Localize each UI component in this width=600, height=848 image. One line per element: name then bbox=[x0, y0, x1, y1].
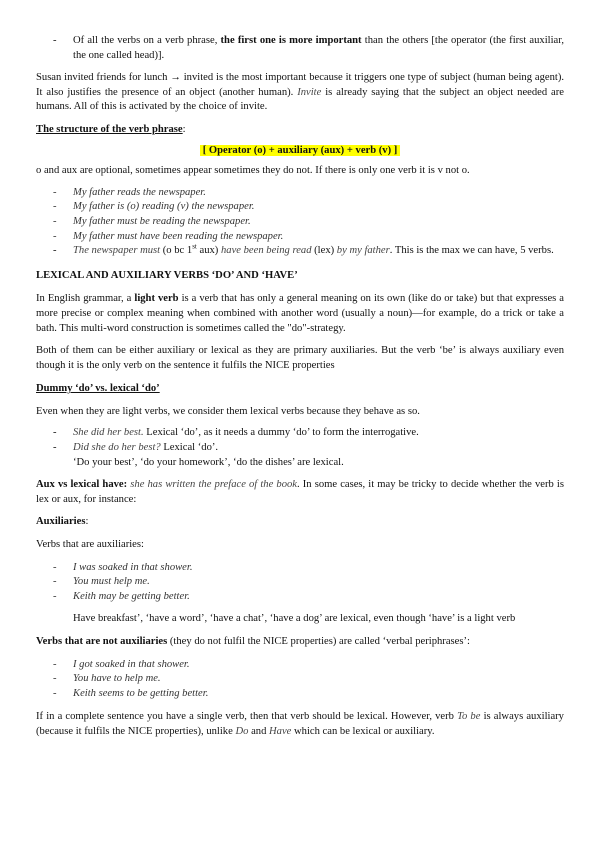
list-item: - My father must have been reading the newspaper. bbox=[36, 230, 564, 245]
structure-note: o and aux are optional, sometimes appear sometimes they do not. If there is only one verb it is v not o. bbox=[36, 165, 470, 177]
auxiliaries-heading: Auxiliaries: bbox=[36, 516, 89, 528]
auxiliaries-list bbox=[36, 561, 564, 605]
list-item: - You have to help me. bbox=[36, 672, 564, 687]
intro-list bbox=[36, 34, 564, 63]
structure-heading: The structure of the verb phrase: bbox=[36, 123, 186, 135]
list-item: - My father reads the newspaper. bbox=[36, 186, 564, 201]
light-verb-paragraph: In English grammar, a light verb is a verb that has only a general meaning on its own (like do or take) but that expresses a more precise or complex meaning when combined with another word (usually a noun)—for example, do a trick or take a bath. This multi-word construction is sometimes called the "do"-strategy. bbox=[36, 293, 564, 334]
list-item: - Keith seems to be getting better. bbox=[36, 687, 564, 702]
aux-have-paragraph: Aux vs lexical have: she has written the preface of the book. In some cases, it may be tricky to decide whether the verb is lex or aux, for instance: bbox=[36, 479, 565, 505]
structure-formula: [ Operator (o) + auxiliary (aux) + verb (v) ] bbox=[200, 145, 401, 156]
list-item: - She did her best. Lexical ‘do’, as it needs a dummy ‘do’ to form the interrogative. bbox=[36, 426, 564, 441]
conclusion-paragraph: If in a complete sentence you have a single verb, then that verb should be lexical. However, verb To be is always auxiliary (because it fulfils the NICE properties), unlike Do and Have which can be lexical or auxiliary. bbox=[36, 711, 564, 737]
list-item: - My father must be reading the newspaper. bbox=[36, 215, 564, 230]
list-item: - Of all the verbs on a verb phrase, the first one is more important than the others [the operator (the first auxiliar, the one called head)]. bbox=[36, 34, 564, 63]
nonaux-paragraph: Verbs that are not auxiliaries (they do not fulfil the NICE properties) are called ‘verbal periphrases’: bbox=[36, 636, 470, 647]
auxiliaries-intro: Verbs that are auxiliaries: bbox=[36, 539, 144, 551]
formula-line bbox=[36, 144, 564, 159]
list-item: - My father is (o) reading (v) the newspaper. bbox=[36, 200, 564, 215]
document-page bbox=[36, 34, 564, 740]
both-paragraph: Both of them can be either auxiliary or lexical as they are primary auxiliaries. But the verb ‘be’ is always auxiliary even though it is the only verb on the sentence it fulfils the NICE properties bbox=[36, 345, 564, 371]
list-item: - You must help me. bbox=[36, 575, 564, 590]
list-item: - I was soaked in that shower. bbox=[36, 561, 564, 576]
lexaux-heading: LEXICAL AND AUXILIARY VERBS ‘DO’ AND ‘HAVE’ bbox=[36, 269, 298, 281]
dummy-intro: Even when they are light verbs, we consider them lexical verbs because they behave as so. bbox=[36, 405, 420, 417]
nonaux-list bbox=[36, 658, 564, 702]
dummy-list bbox=[36, 426, 564, 470]
list-item: - Did she do her best? Lexical ‘do’. ‘Do your best’, ‘do your homework’, ‘do the dishes’ are lexical. bbox=[36, 441, 564, 470]
list-item: - The newspaper must (o bc 1st aux) have been being read (lex) by my father. This is the max we can have, 5 verbs. bbox=[36, 244, 564, 259]
list-item: - Keith may be getting better. bbox=[36, 590, 564, 605]
example-list bbox=[36, 186, 564, 259]
auxiliaries-note: Have breakfast’, ‘have a word’, ‘have a chat’, ‘have a dog’ are lexical, even though ‘have’ is a light verb bbox=[73, 613, 516, 625]
dummy-heading: Dummy ‘do’ vs. lexical ‘do’ bbox=[36, 383, 160, 395]
susan-paragraph: Susan invited friends for lunch → invited is the most important because it triggers one type of subject (human being agent). It also justifies the presence of an object (another human). Invite is already saying that the subject an object needed are humans. All of this is activated by the choice of invite. bbox=[36, 72, 564, 113]
list-item: - I got soaked in that shower. bbox=[36, 658, 564, 673]
